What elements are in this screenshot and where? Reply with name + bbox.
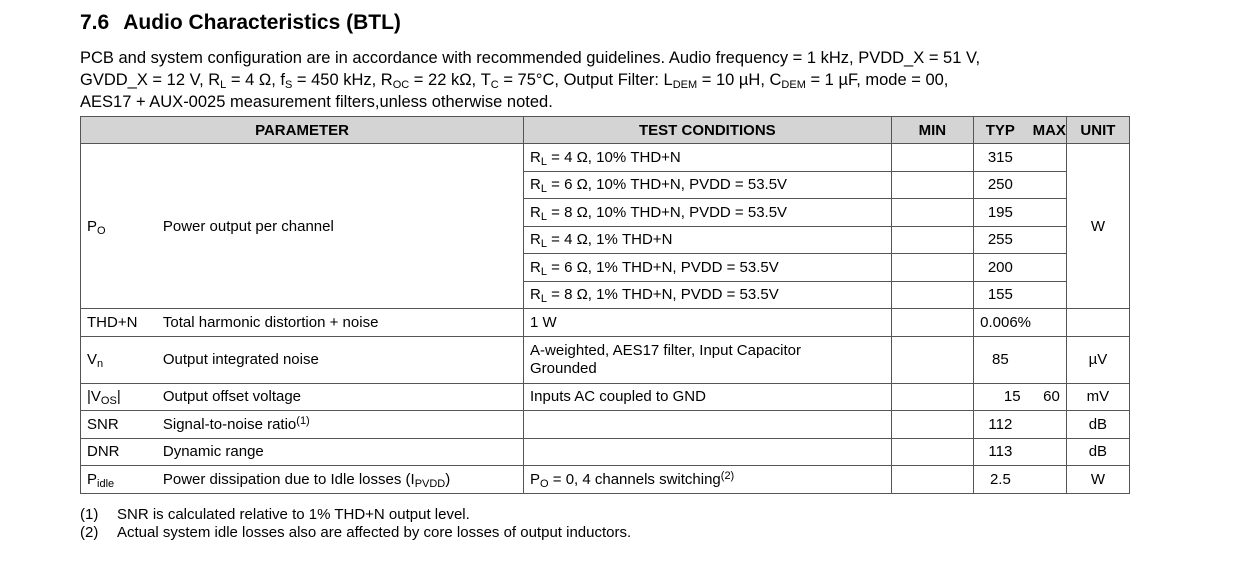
intro-text: = 10 µH, C <box>697 71 782 89</box>
intro-line-3: AES17 + AUX-0025 measurement filters,unless otherwise noted. <box>80 93 553 111</box>
cond-sub: L <box>540 238 547 251</box>
footnotes <box>80 506 631 542</box>
cond-text: P <box>530 470 541 488</box>
footnote-2 <box>80 524 631 542</box>
intro-text: = 4 Ω, f <box>226 71 285 89</box>
desc-text: Power dissipation due to Idle losses (I <box>162 470 415 488</box>
snr-description <box>157 411 524 439</box>
po-typ-1: 315 <box>974 144 1027 172</box>
section-title <box>80 11 401 35</box>
intro-sub: L <box>220 79 227 91</box>
po-max-1 <box>1027 144 1067 172</box>
po-max-5 <box>1027 254 1067 282</box>
po-cond-1 <box>524 144 892 172</box>
footnote-ref-1: (1) <box>296 414 310 427</box>
intro-text: = 450 kHz, R <box>292 71 393 89</box>
pidle-unit: W <box>1066 466 1129 494</box>
header-parameter: PARAMETER <box>81 117 524 144</box>
thdn-min <box>891 309 973 337</box>
snr-min <box>891 411 973 439</box>
intro-line-2 <box>80 69 1170 91</box>
symbol-sub: idle <box>97 477 115 490</box>
header-typ: TYP <box>974 117 1027 144</box>
cond-text: = 6 Ω, 10% THD+N, PVDD = 53.5V <box>546 176 788 194</box>
table-row <box>81 336 1130 383</box>
table-row <box>81 466 1130 494</box>
intro-sub: OC <box>392 79 410 91</box>
po-typ-5: 200 <box>974 254 1027 282</box>
vn-description: Output integrated noise <box>157 336 524 383</box>
po-max-4 <box>1027 226 1067 254</box>
header-test-conditions: TEST CONDITIONS <box>524 117 892 144</box>
po-cond-6 <box>524 281 892 309</box>
cond-text: R <box>530 286 541 304</box>
thdn-unit <box>1066 309 1129 337</box>
po-description: Power output per channel <box>157 144 524 309</box>
po-cond-4 <box>524 226 892 254</box>
cond-text: = 4 Ω, 1% THD+N <box>546 231 673 249</box>
cond-text: R <box>530 203 541 221</box>
po-max-3 <box>1027 199 1067 227</box>
vn-max <box>1027 336 1067 383</box>
desc-text: ) <box>445 470 451 488</box>
intro-sub: DEM <box>781 79 806 91</box>
cond-text: = 8 Ω, 10% THD+N, PVDD = 53.5V <box>546 203 788 221</box>
footnote-marker: (1) <box>80 506 99 523</box>
po-symbol <box>81 144 157 309</box>
dnr-description: Dynamic range <box>157 438 524 466</box>
intro-line-1: PCB and system configuration are in accordance with recommended guidelines. Audio frequency = 1 kHz, PVDD_X = 51 V, <box>80 49 981 67</box>
vos-description: Output offset voltage <box>157 383 524 411</box>
cond-text: = 6 Ω, 1% THD+N, PVDD = 53.5V <box>546 258 779 276</box>
vn-min <box>891 336 973 383</box>
po-max-2 <box>1027 171 1067 199</box>
dnr-min <box>891 438 973 466</box>
pidle-max <box>1027 466 1067 494</box>
thdn-symbol: THD+N <box>81 309 157 337</box>
footnote-ref-2: (2) <box>720 469 735 482</box>
thdn-max <box>1027 309 1067 337</box>
thdn-cond: 1 W <box>524 309 892 337</box>
po-typ-6: 155 <box>974 281 1027 309</box>
cond-sub: L <box>540 265 547 278</box>
intro-sub: DEM <box>672 79 698 91</box>
header-row <box>81 117 1130 144</box>
thdn-typ: 0.006% <box>974 309 1027 337</box>
cond-sub: L <box>540 155 547 168</box>
dnr-symbol: DNR <box>81 438 157 466</box>
header-max: MAX <box>1027 117 1067 144</box>
vn-symbol <box>81 336 157 383</box>
audio-characteristics-table <box>80 116 1130 494</box>
pidle-min <box>891 466 973 494</box>
intro-paragraph <box>80 47 1170 113</box>
vos-symbol <box>81 383 157 411</box>
cond-text: = 4 Ω, 10% THD+N <box>546 148 681 166</box>
table-row <box>81 383 1130 411</box>
po-typ-3: 195 <box>974 199 1027 227</box>
cond-sub: L <box>540 293 547 306</box>
po-max-6 <box>1027 281 1067 309</box>
symbol-text: P <box>87 470 98 488</box>
po-min-3 <box>891 199 973 227</box>
vn-unit: µV <box>1066 336 1129 383</box>
po-min-4 <box>891 226 973 254</box>
snr-description-text: Signal-to-noise ratio <box>162 415 297 433</box>
po-typ-2: 250 <box>974 171 1027 199</box>
footnote-1 <box>80 506 631 524</box>
header-unit: UNIT <box>1066 117 1129 144</box>
pidle-cond <box>524 466 892 494</box>
snr-typ: 112 <box>974 411 1027 439</box>
footnote-marker: (2) <box>80 524 99 541</box>
symbol-sub: n <box>97 358 104 370</box>
cond-text: = 8 Ω, 1% THD+N, PVDD = 53.5V <box>546 286 779 304</box>
symbol-sub: O <box>97 224 106 237</box>
intro-text: GVDD_X = 12 V, R <box>80 71 221 89</box>
symbol-text: | <box>116 388 121 406</box>
thdn-description: Total harmonic distortion + noise <box>157 309 524 337</box>
table-row <box>81 438 1130 466</box>
intro-text: = 1 µF, mode = 00, <box>805 71 949 89</box>
vos-unit: mV <box>1066 383 1129 411</box>
po-min-2 <box>891 171 973 199</box>
cond-text: R <box>530 231 541 249</box>
dnr-max <box>1027 438 1067 466</box>
intro-sub: C <box>490 79 499 91</box>
cond-text: R <box>530 148 541 166</box>
vos-min <box>891 383 973 411</box>
snr-unit: dB <box>1066 411 1129 439</box>
dnr-typ: 113 <box>974 438 1027 466</box>
po-cond-3 <box>524 199 892 227</box>
cond-sub: O <box>540 477 549 490</box>
symbol-text: V <box>87 351 98 368</box>
snr-max <box>1027 411 1067 439</box>
po-min-5 <box>891 254 973 282</box>
pidle-typ: 2.5 <box>974 466 1027 494</box>
cond-sub: L <box>540 183 547 196</box>
po-min-1 <box>891 144 973 172</box>
vos-typ: 15 <box>974 383 1027 411</box>
snr-symbol: SNR <box>81 411 157 439</box>
po-unit: W <box>1066 144 1129 309</box>
table-row <box>81 309 1130 337</box>
cond-text: = 0, 4 channels switching <box>548 470 721 488</box>
table-row <box>81 144 1130 172</box>
pidle-description <box>157 466 524 494</box>
vn-cond-line-1: A-weighted, AES17 filter, Input Capacitor <box>530 341 802 359</box>
symbol-text: P <box>87 217 98 235</box>
snr-cond <box>524 411 892 439</box>
vos-max: 60 <box>1027 383 1067 411</box>
intro-text: = 75°C, Output Filter: L <box>498 71 673 89</box>
section-title-text: Audio Characteristics (BTL) <box>123 11 401 34</box>
po-cond-5 <box>524 254 892 282</box>
po-cond-2 <box>524 171 892 199</box>
footnote-text: Actual system idle losses also are affected by core losses of output inductors. <box>117 524 632 541</box>
desc-sub: PVDD <box>414 477 446 490</box>
pidle-symbol <box>81 466 157 494</box>
dnr-cond <box>524 438 892 466</box>
symbol-text: |V <box>87 388 101 406</box>
vn-typ: 85 <box>974 336 1027 383</box>
header-min: MIN <box>891 117 973 144</box>
section-number: 7.6 <box>80 11 110 34</box>
vn-cond <box>524 336 892 383</box>
footnote-text: SNR is calculated relative to 1% THD+N output level. <box>117 506 470 523</box>
cond-text: R <box>530 176 541 194</box>
dnr-unit: dB <box>1066 438 1129 466</box>
po-typ-4: 255 <box>974 226 1027 254</box>
vos-cond: Inputs AC coupled to GND <box>524 383 892 411</box>
intro-sub: S <box>284 79 293 91</box>
intro-text: = 22 kΩ, T <box>409 71 491 89</box>
vn-cond-line-2: Grounded <box>530 359 597 377</box>
po-min-6 <box>891 281 973 309</box>
table-row <box>81 411 1130 439</box>
cond-sub: L <box>540 210 547 223</box>
symbol-sub: OS <box>100 395 117 408</box>
cond-text: R <box>530 258 541 276</box>
